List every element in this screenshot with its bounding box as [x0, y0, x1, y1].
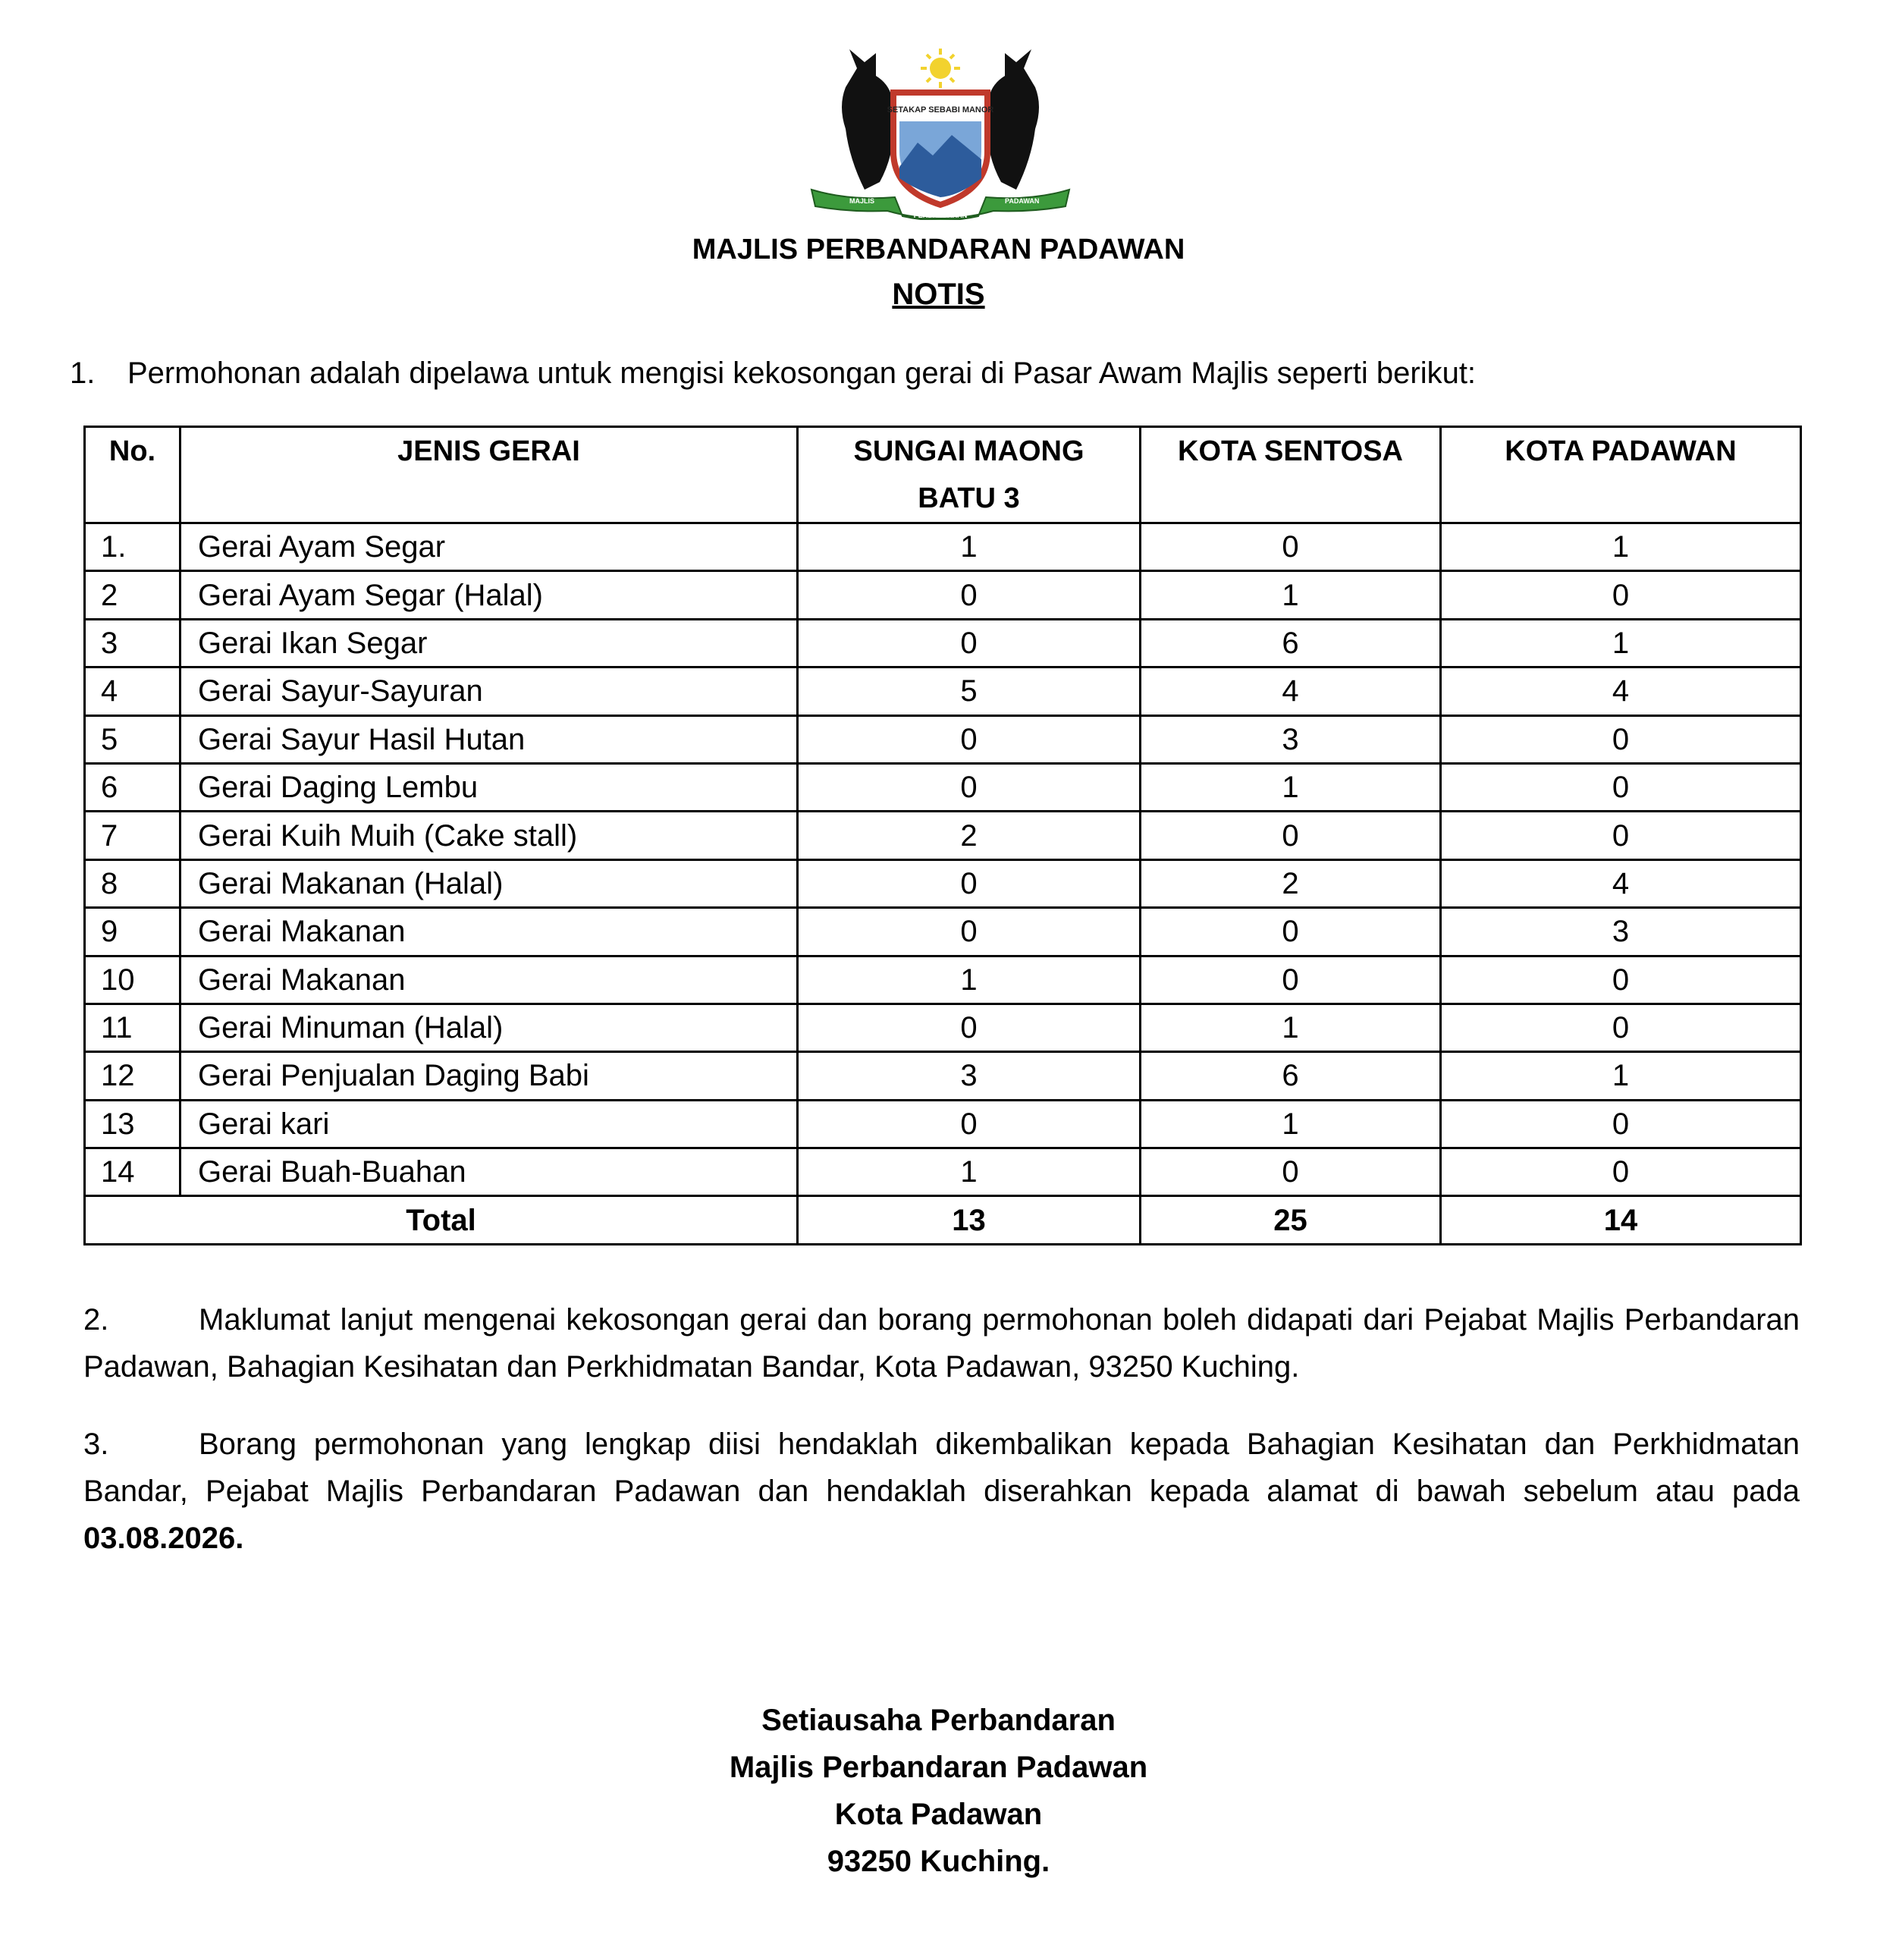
- signature-line-3: Kota Padawan: [834, 1798, 1043, 1831]
- count-kota-padawan: 1: [1441, 619, 1801, 667]
- row-number: 5: [85, 715, 180, 763]
- count-sungai-maong: 0: [798, 859, 1141, 907]
- header-jenis-gerai: JENIS GERAI: [180, 427, 798, 523]
- count-kota-sentosa: 0: [1141, 812, 1441, 859]
- total-sungai-maong: 13: [798, 1196, 1141, 1244]
- header-sungai-maong-line2: BATU 3: [918, 482, 1020, 514]
- stall-type: Gerai Ikan Segar: [180, 619, 798, 667]
- count-sungai-maong: 3: [798, 1052, 1141, 1100]
- count-sungai-maong: 0: [798, 1100, 1141, 1148]
- crest-ribbon-left-text: MAJLIS: [849, 197, 875, 205]
- paragraph-3-text: Borang permohonan yang lengkap diisi hendaklah dikembalikan kepada Bahagian Kesihatan dan Perkhidmatan Bandar, Pejabat Majlis Perbandaran Padawan dan hendaklah diserahkan kepada alamat di bawah sebelum atau pada: [83, 1428, 1800, 1508]
- table-row: [85, 812, 1801, 859]
- row-number: 13: [85, 1100, 180, 1148]
- row-number: 2: [85, 571, 180, 619]
- count-sungai-maong: 1: [798, 956, 1141, 1004]
- count-kota-sentosa: 4: [1141, 667, 1441, 715]
- left-cat-supporter: [842, 49, 894, 190]
- stall-type: Gerai Makanan: [180, 956, 798, 1004]
- count-kota-sentosa: 3: [1141, 715, 1441, 763]
- notice-title: NOTIS: [892, 278, 985, 311]
- count-kota-sentosa: 0: [1141, 523, 1441, 571]
- total-kota-padawan: 14: [1441, 1196, 1801, 1244]
- stall-type: Gerai Ayam Segar (Halal): [180, 571, 798, 619]
- count-kota-sentosa: 2: [1141, 859, 1441, 907]
- table-row: [85, 956, 1801, 1004]
- row-number: 1.: [85, 523, 180, 571]
- table-total-row: [85, 1196, 1801, 1244]
- table-row: [85, 619, 1801, 667]
- count-kota-padawan: 0: [1441, 763, 1801, 811]
- table-row: [85, 859, 1801, 907]
- table-row: [85, 1004, 1801, 1051]
- table-row: [85, 1148, 1801, 1196]
- crest-ribbon-center-text: PERBANDARAN: [913, 212, 968, 219]
- stall-vacancy-table: [83, 426, 1802, 1245]
- count-kota-padawan: 0: [1441, 571, 1801, 619]
- count-sungai-maong: 5: [798, 667, 1141, 715]
- org-title: MAJLIS PERBANDARAN PADAWAN: [692, 234, 1185, 265]
- table-row: [85, 763, 1801, 811]
- count-kota-sentosa: 6: [1141, 619, 1441, 667]
- row-number: 10: [85, 956, 180, 1004]
- count-kota-padawan: 0: [1441, 1148, 1801, 1196]
- table-row: [85, 908, 1801, 956]
- header-sungai-maong: [798, 427, 1141, 523]
- deadline-date: 03.08.2026.: [83, 1522, 244, 1555]
- count-kota-padawan: 0: [1441, 1100, 1801, 1148]
- signature-line-2: Majlis Perbandaran Padawan: [729, 1751, 1148, 1784]
- paragraph-2-text: Maklumat lanjut mengenai kekosongan gerai dan borang permohonan boleh didapati dari Pejabat Majlis Perbandaran Padawan, Bahagian Kesihatan dan Perkhidmatan Bandar, Kota Padawan, 93250 Kuching.: [83, 1303, 1800, 1384]
- paragraph-2-number: 2.: [83, 1303, 109, 1337]
- count-kota-sentosa: 6: [1141, 1052, 1441, 1100]
- count-kota-padawan: 0: [1441, 812, 1801, 859]
- row-number: 7: [85, 812, 180, 859]
- count-kota-padawan: 1: [1441, 523, 1801, 571]
- count-kota-sentosa: 0: [1141, 908, 1441, 956]
- header-no: No.: [85, 427, 180, 523]
- count-kota-padawan: 4: [1441, 667, 1801, 715]
- count-kota-padawan: 1: [1441, 1052, 1801, 1100]
- table-body: [85, 523, 1801, 1196]
- count-kota-sentosa: 0: [1141, 1148, 1441, 1196]
- paragraph-3: [83, 1421, 1800, 1562]
- table-row: [85, 523, 1801, 571]
- row-number: 12: [85, 1052, 180, 1100]
- count-sungai-maong: 0: [798, 715, 1141, 763]
- total-label: Total: [85, 1196, 798, 1244]
- stall-type: Gerai Ayam Segar: [180, 523, 798, 571]
- table-row: [85, 571, 1801, 619]
- count-kota-padawan: 3: [1441, 908, 1801, 956]
- count-kota-padawan: 0: [1441, 715, 1801, 763]
- table-row: [85, 1100, 1801, 1148]
- stall-type: Gerai Sayur Hasil Hutan: [180, 715, 798, 763]
- stall-type: Gerai Sayur-Sayuran: [180, 667, 798, 715]
- stall-type: Gerai Minuman (Halal): [180, 1004, 798, 1051]
- table-row: [85, 1052, 1801, 1100]
- right-cat-supporter: [987, 49, 1039, 190]
- count-kota-sentosa: 1: [1141, 571, 1441, 619]
- count-kota-sentosa: 1: [1141, 1004, 1441, 1051]
- row-number: 14: [85, 1148, 180, 1196]
- row-number: 9: [85, 908, 180, 956]
- table-header-row: [85, 427, 1801, 523]
- paragraph-1-text: Permohonan adalah dipelawa untuk mengisi kekosongan gerai di Pasar Awam Majlis seperti berikut:: [127, 357, 1477, 390]
- stall-type: Gerai Daging Lembu: [180, 763, 798, 811]
- row-number: 3: [85, 619, 180, 667]
- header-sungai-maong-line1: SUNGAI MAONG: [853, 435, 1084, 467]
- count-kota-padawan: 0: [1441, 1004, 1801, 1051]
- count-sungai-maong: 1: [798, 1148, 1141, 1196]
- table-row: [85, 667, 1801, 715]
- count-sungai-maong: 0: [798, 763, 1141, 811]
- header-kota-sentosa: KOTA SENTOSA: [1141, 427, 1441, 523]
- paragraph-1: [70, 357, 1476, 391]
- count-kota-sentosa: 0: [1141, 956, 1441, 1004]
- count-kota-padawan: 0: [1441, 956, 1801, 1004]
- signature-line-4: 93250 Kuching.: [827, 1845, 1050, 1878]
- crest-motto-text: SETAKAP SEBABI MANOR: [887, 105, 994, 115]
- paragraph-1-number: 1.: [70, 357, 96, 390]
- count-sungai-maong: 0: [798, 571, 1141, 619]
- crest-ribbon-right-text: PADAWAN: [1005, 197, 1040, 205]
- stall-type: Gerai Buah-Buahan: [180, 1148, 798, 1196]
- sun-icon: [921, 49, 960, 88]
- row-number: 4: [85, 667, 180, 715]
- paragraph-3-number: 3.: [83, 1428, 109, 1461]
- count-kota-sentosa: 1: [1141, 763, 1441, 811]
- row-number: 6: [85, 763, 180, 811]
- count-sungai-maong: 0: [798, 1004, 1141, 1051]
- row-number: 11: [85, 1004, 180, 1051]
- signature-line-1: Setiausaha Perbandaran: [761, 1704, 1116, 1737]
- count-sungai-maong: 0: [798, 908, 1141, 956]
- count-sungai-maong: 2: [798, 812, 1141, 859]
- stall-type: Gerai Makanan: [180, 908, 798, 956]
- council-crest-logo: [804, 46, 1077, 220]
- total-kota-sentosa: 25: [1141, 1196, 1441, 1244]
- stall-type: Gerai kari: [180, 1100, 798, 1148]
- paragraph-2: [83, 1296, 1800, 1390]
- shield-emblem: [887, 93, 994, 205]
- header-kota-padawan: KOTA PADAWAN: [1441, 427, 1801, 523]
- row-number: 8: [85, 859, 180, 907]
- table-row: [85, 715, 1801, 763]
- count-sungai-maong: 0: [798, 619, 1141, 667]
- count-kota-sentosa: 1: [1141, 1100, 1441, 1148]
- count-sungai-maong: 1: [798, 523, 1141, 571]
- stall-type: Gerai Kuih Muih (Cake stall): [180, 812, 798, 859]
- signature-block: [0, 1697, 1877, 1885]
- count-kota-padawan: 4: [1441, 859, 1801, 907]
- stall-type: Gerai Makanan (Halal): [180, 859, 798, 907]
- stall-type: Gerai Penjualan Daging Babi: [180, 1052, 798, 1100]
